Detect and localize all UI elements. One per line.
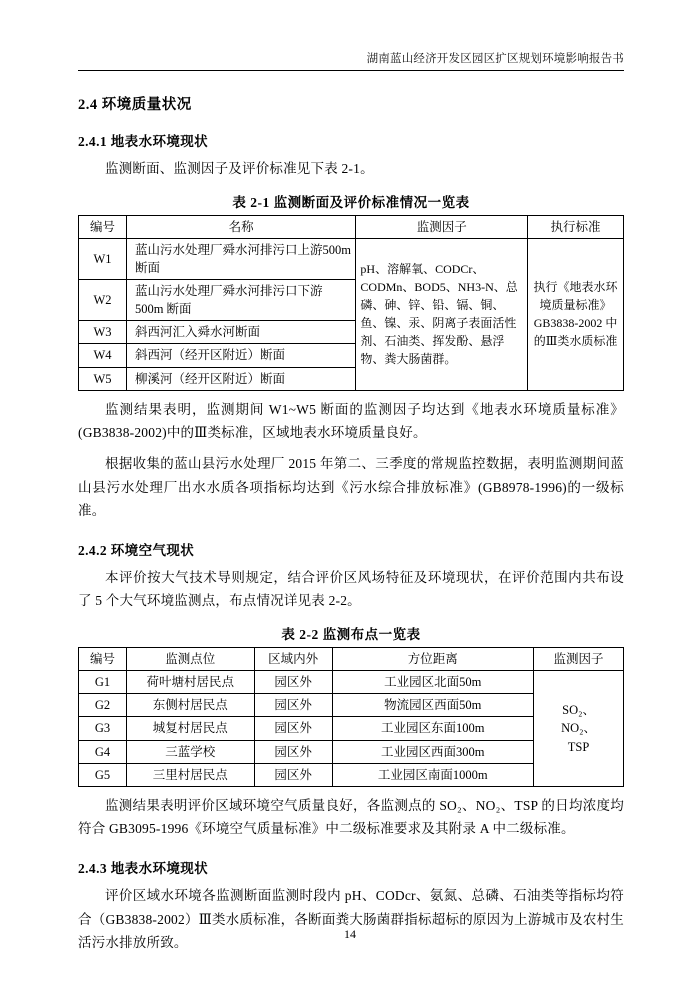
table-2-cell-area: 园区外 — [254, 717, 332, 740]
table-1-cell-id: W3 — [79, 321, 127, 344]
table-2-cell-position: 工业园区西面300m — [332, 740, 534, 763]
table-2-cell-site: 荷叶塘村居民点 — [126, 671, 254, 694]
table-1-cell-name: 蓝山污水处理厂舜水河排污口下游 500m 断面 — [126, 280, 355, 321]
section-heading-2-4: 2.4 环境质量状况 — [78, 97, 192, 113]
table-1-cell-id: W4 — [79, 344, 127, 367]
table-2-header-cell: 方位距离 — [332, 648, 534, 671]
paragraph-2-4-2-2: 监测结果表明评价区域环境空气质量良好，各监测点的 SO₂、NO₂、TSP 的日均浓度均符合 GB3095-1996《环境空气质量标准》中二级标准要求及其附录 A 中二级标准。 — [78, 797, 624, 837]
table-2-cell-id: G3 — [79, 717, 127, 740]
table-2-cell-position: 工业园区南面1000m — [332, 763, 534, 786]
table-row — [79, 671, 624, 694]
paragraph-2-4-1-3: 根据收集的蓝山县污水处理厂 2015 年第二、三季度的常规监控数据，表明监测期间蓝山县污水处理厂出水水质各项指标均达到《污水综合排放标准》(GB8978-1996)的一级标准。 — [78, 455, 624, 519]
paragraph-2-4-1-1: 监测断面、监测因子及评价标准见下表 2-1。 — [105, 161, 374, 176]
table-2-cell-site: 三蓝学校 — [126, 740, 254, 763]
table-2-cell-position: 工业园区东面100m — [332, 717, 534, 740]
table-2-caption: 表 2-2 监测布点一览表 — [281, 627, 421, 642]
table-1-cell-id: W5 — [79, 367, 127, 390]
table-1-header-cell: 名称 — [126, 215, 355, 238]
table-2-header-cell: 监测点位 — [126, 648, 254, 671]
table-monitoring-points — [78, 647, 624, 787]
table-1-cell-name: 柳溪河（经开区附近）断面 — [126, 367, 355, 390]
table-1-cell-name: 斜西河汇入舜水河断面 — [126, 321, 355, 344]
table-2-header-cell: 监测因子 — [534, 648, 624, 671]
table-2-cell-site: 东侧村居民点 — [126, 694, 254, 717]
section-heading-2-4-3: 2.4.3 地表水环境现状 — [78, 861, 209, 876]
table-2-cell-id: G5 — [79, 763, 127, 786]
page-number: 14 — [344, 927, 356, 941]
table-1-cell-id: W1 — [79, 238, 127, 279]
table-1-caption: 表 2-1 监测断面及评价标准情况一览表 — [232, 194, 470, 210]
table-1-header-cell: 执行标准 — [528, 215, 624, 238]
table-1-cell-factors: pH、溶解氧、CODCr、CODMn、BOD5、NH3-N、总磷、砷、锌、铅、镉、铜、鱼、镍、汞、阴离子表面活性剂、石油类、挥发酚、悬浮物、粪大肠菌群。 — [356, 238, 528, 390]
factor-line: SO₂、 — [562, 703, 595, 718]
table-1-cell-name: 蓝山污水处理厂舜水河排污口上游500m断面 — [126, 238, 355, 279]
table-row — [79, 238, 624, 279]
factor-line: TSP — [567, 739, 590, 754]
running-header: 湖南蓝山经济开发区园区扩区规划环境影响报告书 — [78, 50, 624, 71]
table-2-header-cell: 区域内外 — [254, 648, 332, 671]
table-monitoring-sections — [78, 215, 624, 391]
table-2-cell-area: 园区外 — [254, 763, 332, 786]
table-2-cell-site: 城复村居民点 — [126, 717, 254, 740]
section-heading-2-4-1: 2.4.1 地表水环境现状 — [78, 134, 209, 149]
table-2-cell-area: 园区外 — [254, 671, 332, 694]
table-1-cell-standard: 执行《地表水环境质量标准》GB3838-2002 中的Ⅲ类水质标准 — [528, 238, 624, 390]
page-content — [78, 50, 624, 955]
table-2-cell-id: G2 — [79, 694, 127, 717]
table-2-cell-position: 工业园区北面50m — [332, 671, 534, 694]
paragraph-2-4-1-2: 监测结果表明，监测期间 W1~W5 断面的监测因子均达到《地表水环境质量标准》(GB3838-2002)中的Ⅲ类标准，区域地表水环境质量良好。 — [78, 401, 624, 441]
table-1-header-cell: 编号 — [79, 215, 127, 238]
table-1-cell-name: 斜西河（经开区附近）断面 — [126, 344, 355, 367]
table-2-cell-area: 园区外 — [254, 740, 332, 763]
table-1-cell-id: W2 — [79, 280, 127, 321]
table-header-row — [79, 215, 624, 238]
paragraph-2-4-2-1: 本评价按大气技术导则规定，结合评价区风场特征及环境现状，在评价范围内共布设了 5 个大气环境监测点，布点情况详见表 2-2。 — [78, 569, 624, 609]
factor-line: NO₂、 — [561, 721, 596, 736]
table-2-cell-position: 物流园区西面50m — [332, 694, 534, 717]
table-2-cell-id: G1 — [79, 671, 127, 694]
table-2-cell-id: G4 — [79, 740, 127, 763]
section-heading-2-4-2: 2.4.2 环境空气现状 — [78, 542, 195, 558]
table-2-cell-site: 三里村居民点 — [126, 763, 254, 786]
table-1-header-cell: 监测因子 — [356, 215, 528, 238]
table-header-row — [79, 648, 624, 671]
table-2-cell-factors — [534, 671, 624, 787]
table-2-cell-area: 园区外 — [254, 694, 332, 717]
table-2-header-cell: 编号 — [79, 648, 127, 671]
paragraph-2-4-3-1: 评价区域水环境各监测断面监测时段内 pH、CODcr、氨氮、总磷、石油类等指标均符合（GB3838-2002）Ⅲ类水质标准，各断面粪大肠菌群指标超标的原因为上游城市及农村生活污水排放所致。 — [78, 888, 624, 951]
